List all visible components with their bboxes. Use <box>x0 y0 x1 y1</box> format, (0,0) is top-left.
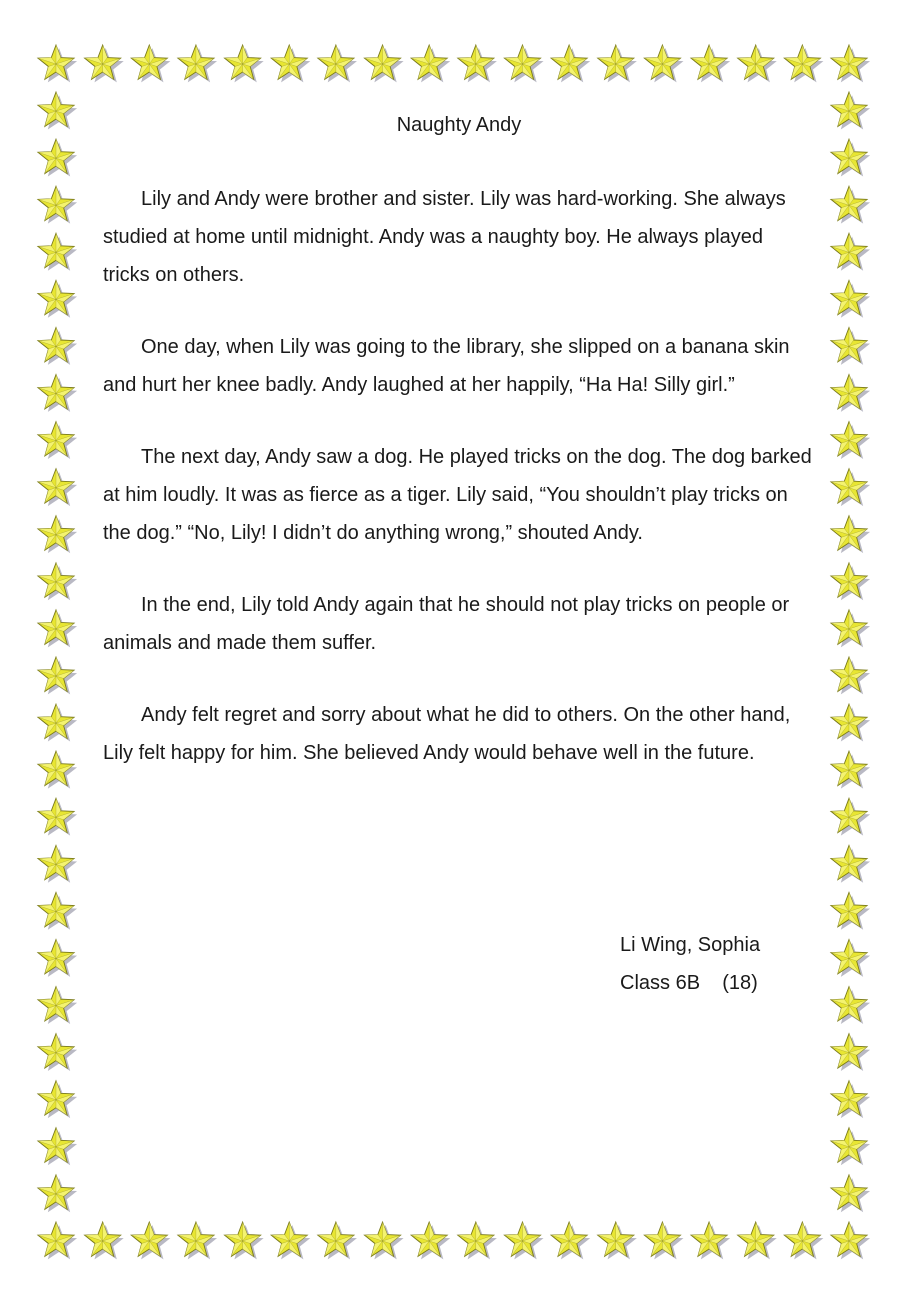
star-icon <box>831 987 870 1024</box>
star-icon <box>38 798 77 835</box>
star-icon <box>364 45 403 82</box>
star-icon <box>38 1222 77 1259</box>
star-icon <box>784 45 823 82</box>
star-icon <box>38 704 77 741</box>
star-icon <box>831 233 870 270</box>
star-icon <box>598 1222 637 1259</box>
star-icon <box>318 45 357 82</box>
star-icon <box>644 45 683 82</box>
star-icon <box>644 1222 683 1259</box>
star-icon <box>551 45 590 82</box>
author-name: Li Wing, Sophia <box>620 934 761 956</box>
star-icon <box>38 610 77 647</box>
star-icon <box>131 45 170 82</box>
star-icon <box>504 45 543 82</box>
star-icon <box>831 327 870 364</box>
star-icon <box>178 45 217 82</box>
star-icon <box>831 940 870 977</box>
star-icon <box>831 892 870 929</box>
star-icon <box>225 1222 264 1259</box>
star-icon <box>38 139 77 176</box>
star-icon <box>691 45 730 82</box>
star-icon <box>38 563 77 600</box>
star-icon <box>738 45 777 82</box>
star-icon <box>38 422 77 459</box>
star-icon <box>271 45 310 82</box>
story-title: Naughty Andy <box>396 114 522 136</box>
star-icon <box>831 845 870 882</box>
star-icon <box>85 1222 124 1259</box>
star-icon <box>38 233 77 270</box>
star-icon <box>831 563 870 600</box>
star-icon <box>831 704 870 741</box>
star-icon <box>831 751 870 788</box>
star-icon <box>831 45 870 82</box>
star-icon <box>831 186 870 223</box>
star-icon <box>318 1222 357 1259</box>
star-icon <box>131 1222 170 1259</box>
star-icon <box>831 1175 870 1212</box>
star-icon <box>225 45 264 82</box>
paragraph: Andy felt regret and sorry about what he did to others. On the other hand, Lily felt happy for him. She believed Andy would behave well in the future. <box>103 704 791 764</box>
paragraph: In the end, Lily told Andy again that he should not play tricks on people or animals and made them suffer. <box>103 594 790 654</box>
story-body <box>103 108 815 806</box>
star-icon <box>38 987 77 1024</box>
star-icon <box>784 1222 823 1259</box>
star-icon <box>831 516 870 553</box>
star-icon <box>504 1222 543 1259</box>
star-icon <box>38 1034 77 1071</box>
paragraph: One day, when Lily was going to the library, she slipped on a banana skin and hurt her knee badly. Andy laughed at her happily, “Ha Ha! Silly girl.” <box>103 336 790 396</box>
star-icon <box>551 1222 590 1259</box>
star-icon <box>38 1128 77 1165</box>
star-icon <box>411 45 450 82</box>
star-icon <box>271 1222 310 1259</box>
star-icon <box>38 657 77 694</box>
star-icon <box>85 45 124 82</box>
star-icon <box>178 1222 217 1259</box>
star-icon <box>38 516 77 553</box>
star-icon <box>831 798 870 835</box>
class-number: Class 6B (18) <box>620 972 758 994</box>
star-icon <box>38 940 77 977</box>
star-icon <box>458 1222 497 1259</box>
star-icon <box>38 751 77 788</box>
star-icon <box>831 375 870 412</box>
star-icon <box>831 280 870 317</box>
star-icon <box>831 1128 870 1165</box>
star-icon <box>38 892 77 929</box>
star-icon <box>831 610 870 647</box>
star-icon <box>38 469 77 506</box>
star-icon <box>598 45 637 82</box>
star-icon <box>38 280 77 317</box>
star-icon <box>411 1222 450 1259</box>
star-icon <box>831 1081 870 1118</box>
star-icon <box>38 1081 77 1118</box>
star-icon <box>831 469 870 506</box>
star-icon <box>38 1175 77 1212</box>
star-icon <box>738 1222 777 1259</box>
star-icon <box>831 139 870 176</box>
star-icon <box>831 1222 870 1259</box>
star-icon <box>831 657 870 694</box>
star-icon <box>364 1222 403 1259</box>
star-icon <box>831 92 870 129</box>
star-icon <box>831 422 870 459</box>
paragraph: The next day, Andy saw a dog. He played tricks on the dog. The dog barked at him loudly. It was as fierce as a tiger. Lily said, “You shouldn’t play tricks on the dog.” “No, Lily! I didn’t do anything wrong,” shouted Andy. <box>103 446 812 544</box>
star-icon <box>38 375 77 412</box>
signature-block <box>620 926 760 1002</box>
star-icon <box>691 1222 730 1259</box>
star-icon <box>38 186 77 223</box>
star-icon <box>38 92 77 129</box>
star-icon <box>831 1034 870 1071</box>
paragraph: Lily and Andy were brother and sister. Lily was hard-working. She always studied at home until midnight. Andy was a naughty boy. He always played tricks on others. <box>103 188 786 286</box>
star-icon <box>38 845 77 882</box>
star-icon <box>458 45 497 82</box>
star-icon <box>38 45 77 82</box>
star-icon <box>38 327 77 364</box>
